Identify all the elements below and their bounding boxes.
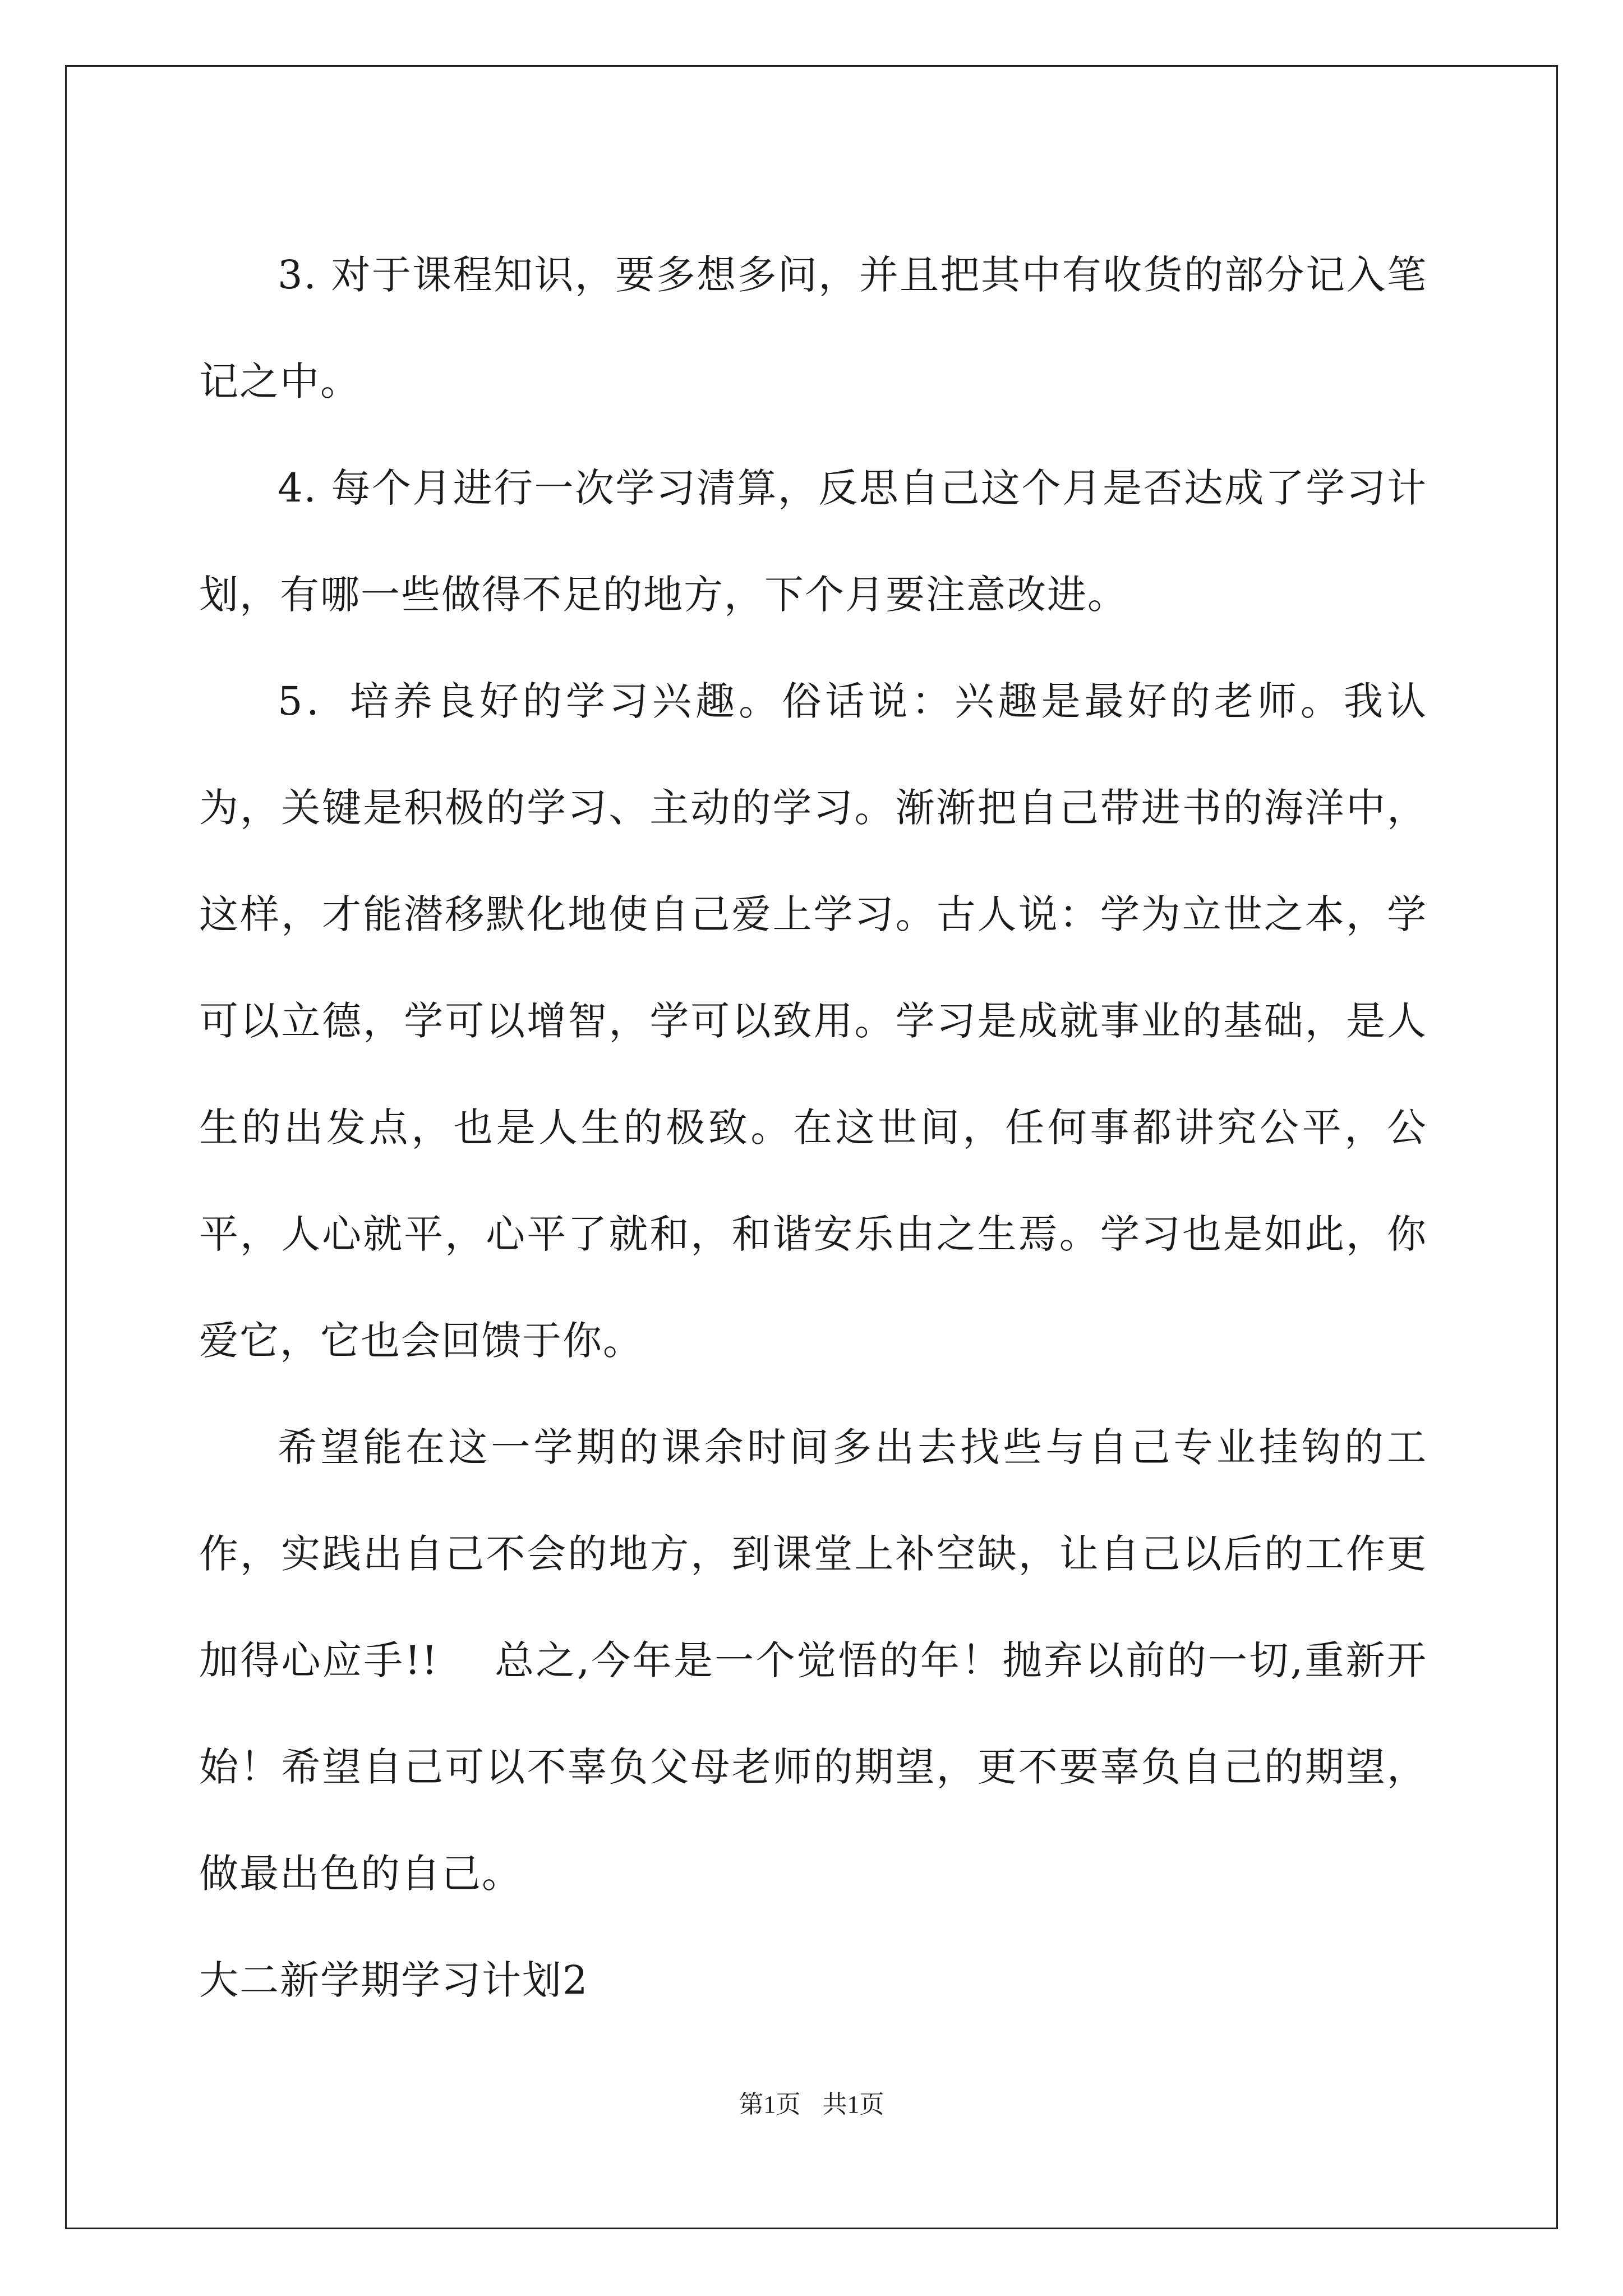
page-number: 第1页	[739, 2091, 801, 2118]
paragraph-item-3: 3. 对于课程知识，要多想多问，并且把其中有收货的部分记入笔记之中。	[199, 252, 1427, 404]
document-body	[199, 222, 1427, 2033]
paragraph-item-4: 4. 每个月进行一次学习清算，反思自己这个月是否达成了学习计划，有哪一些做得不足的地方，下个月要注意改进。	[199, 465, 1427, 618]
section-title: 大二新学期学习计划2	[199, 1957, 589, 2003]
page-footer	[0, 2088, 1623, 2122]
paragraph-hope: 希望能在这一学期的课余时间多出去找些与自己专业挂钩的工作，实践出自己不会的地方，到课堂上补空缺，让自己以后的工作更加得心应手!! 总之,今年是一个觉悟的年！抛弃以前的一切,重新开始！希望自己可以不辜负父母老师的期望，更不要辜负自己的期望，做最出色的自己。	[199, 1424, 1427, 1897]
paragraph-item-5: 5．培养良好的学习兴趣。俗话说：兴趣是最好的老师。我认为，关键是积极的学习、主动的学习。渐渐把自己带进书的海洋中，这样，才能潜移默化地使自己爱上学习。古人说：学为立世之本，学可以立德，学可以增智，学可以致用。学习是成就事业的基础，是人生的出发点，也是人生的极致。在这世间，任何事都讲究公平，公平，人心就平，心平了就和，和谐安乐由之生焉。学习也是如此，你爱它，它也会回馈于你。	[199, 678, 1427, 1364]
page-total: 共1页	[822, 2091, 884, 2118]
